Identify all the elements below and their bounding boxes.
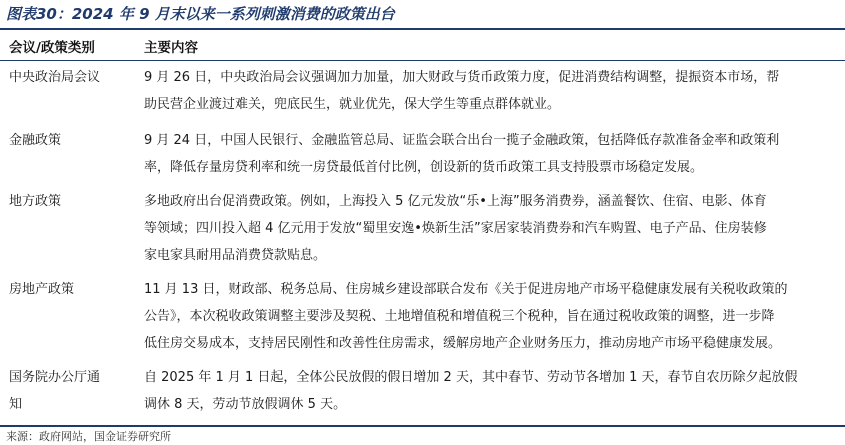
row-category: 中央政治局会议 — [9, 70, 101, 85]
row-content: 多地政府出台促消费政策。例如，上海投入 5 亿元发放“乐•上海”服务消费券，涵盖餐饮、住宿、电影、体育 等领域；四川投入超 4 亿元用于发放“蜀里安逸•焕新生活”家居家装消费券和汽车购置、电子产品、住房装修 家电家具耐用品消费贷款贴息。 — [144, 194, 767, 263]
header-content: 主要内容 — [144, 40, 198, 56]
top-rule — [0, 28, 845, 30]
header-rule — [0, 60, 845, 61]
row-content: 11 月 13 日，财政部、税务总局、住房城乡建设部联合发布《关于促进房地产市场平稳健康发展有关税收政策的 公告》，本次税收政策调整主要涉及契税、土地增值税和增值税三个税种，旨在通过税收政策的调整，进一步降 低住房交易成本，支持居民刚性和改善性住房需求，缓解房地产企业财务压力，推动房地产市场平稳健康发展。 — [144, 282, 788, 351]
bottom-rule — [0, 425, 845, 427]
figure-title: 图表30：2024 年 9 月末以来一系列刺激消费的政策出台 — [6, 5, 395, 23]
row-content: 9 月 24 日，中国人民银行、金融监管总局、证监会联合出台一揽子金融政策，包括降低存款准备金率和政策利 率，降低存量房贷利率和统一房贷最低首付比例，创设新的货币政策工具支持股票市场稳定发展。 — [144, 133, 780, 175]
row-category: 金融政策 — [9, 133, 62, 148]
source-note: 来源：政府网站，国金证券研究所 — [6, 430, 171, 443]
row-category: 国务院办公厅通 知 — [9, 370, 101, 412]
row-category: 地方政策 — [9, 194, 62, 209]
row-category: 房地产政策 — [9, 282, 75, 297]
row-content: 自 2025 年 1 月 1 日起，全体公民放假的假日增加 2 天，其中春节、劳动节各增加 1 天，春节自农历除夕起放假 调休 8 天，劳动节放假调休 5 天。 — [144, 370, 798, 412]
header-category: 会议/政策类别 — [9, 40, 95, 56]
row-content: 9 月 26 日，中央政治局会议强调加力加量，加大财政与货币政策力度，促进消费结构调整，提振资本市场，帮 助民营企业渡过难关，兜底民生，就业优先，保大学生等重点群体就业。 — [144, 70, 780, 112]
